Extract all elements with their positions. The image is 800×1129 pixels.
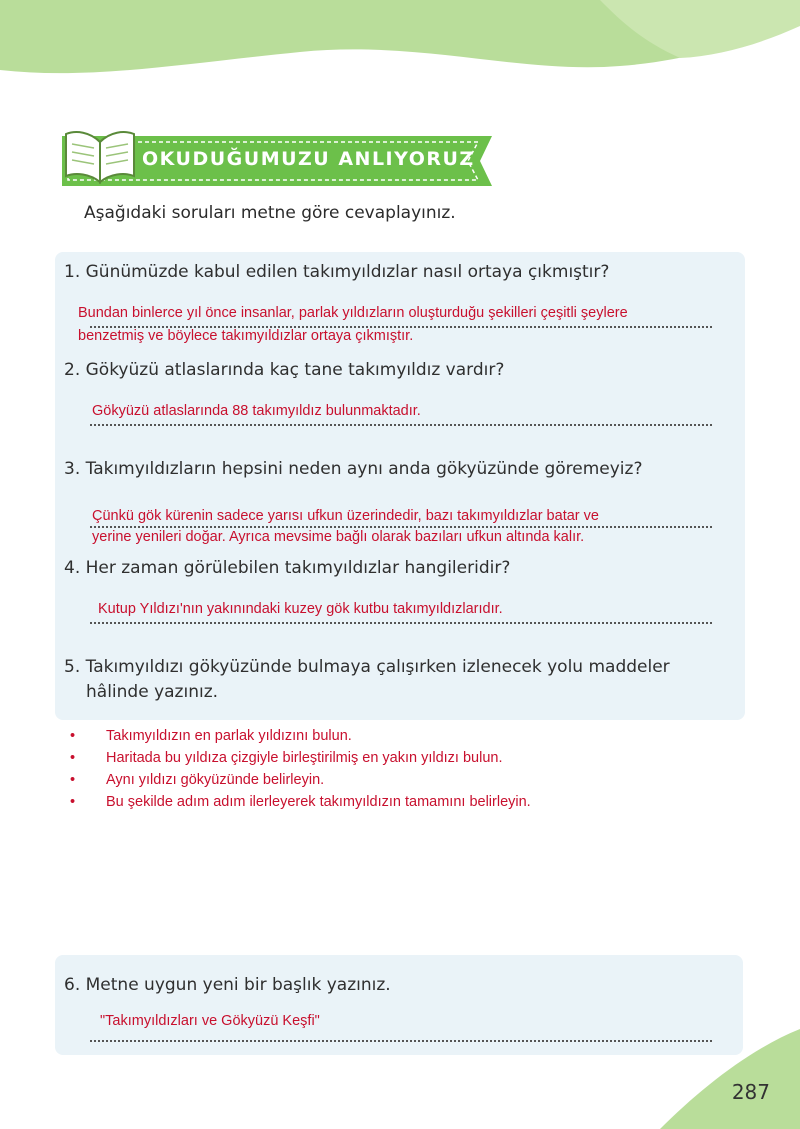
answer-2: Gökyüzü atlaslarında 88 takımyıldız bulunmaktadır.: [92, 403, 421, 419]
section-title: OKUDUĞUMUZU ANLIYORUZ: [142, 148, 475, 170]
answer-1-line-2: benzetmiş ve böylece takımyıldızlar ortaya çıkmıştır.: [78, 328, 414, 344]
question-4: 4. Her zaman görülebilen takımyıldızlar hangileridir?: [64, 558, 511, 578]
list-item: • Haritada bu yıldıza çizgiyle birleştirilmiş en yakın yıldızı bulun.: [60, 747, 531, 769]
top-wave-decoration: [0, 0, 800, 90]
answer-3-line-1: Çünkü gök kürenin sadece yarısı ufkun üzerindedir, bazı takımyıldızlar batar ve: [92, 508, 599, 524]
answer-4: Kutup Yıldızı'nın yakınındaki kuzey gök kutbu takımyıldızlarıdır.: [98, 601, 503, 617]
list-item: • Aynı yıldızı gökyüzünde belirleyin.: [60, 769, 531, 791]
list-item: • Takımyıldızın en parlak yıldızını bulun.: [60, 725, 531, 747]
question-5-line-1: 5. Takımyıldızı gökyüzünde bulmaya çalışırken izlenecek yolu maddeler: [64, 657, 670, 677]
answer-3-line-2: yerine yenileri doğar. Ayrıca mevsime bağlı olarak bazıları ufkun altında kalır.: [92, 529, 585, 545]
question-3: 3. Takımyıldızların hepsini neden aynı anda gökyüzünde göremeyiz?: [64, 459, 643, 479]
question-1: 1. Günümüzde kabul edilen takımyıldızlar nasıl ortaya çıkmıştır?: [64, 262, 610, 282]
question-2: 2. Gökyüzü atlaslarında kaç tane takımyıldız vardır?: [64, 360, 505, 380]
answer-line: [90, 1040, 712, 1042]
answer-6: "Takımyıldızları ve Gökyüzü Keşfi": [100, 1013, 320, 1029]
answer-line: [90, 424, 712, 426]
answer-1-line-1: Bundan binlerce yıl önce insanlar, parlak yıldızların oluşturduğu şekilleri çeşitli şeylere: [78, 305, 628, 321]
page-number: 287: [731, 1080, 770, 1104]
open-book-icon: [62, 124, 138, 186]
answer-line: [90, 622, 712, 624]
instruction-text: Aşağıdaki soruları metne göre cevaplayınız.: [84, 203, 456, 223]
list-item: • Bu şekilde adım adım ilerleyerek takımyıldızın tamamını belirleyin.: [60, 791, 531, 813]
steps-list: [60, 725, 531, 813]
question-6: 6. Metne uygun yeni bir başlık yazınız.: [64, 975, 391, 995]
question-5-line-2: hâlinde yazınız.: [86, 682, 219, 702]
